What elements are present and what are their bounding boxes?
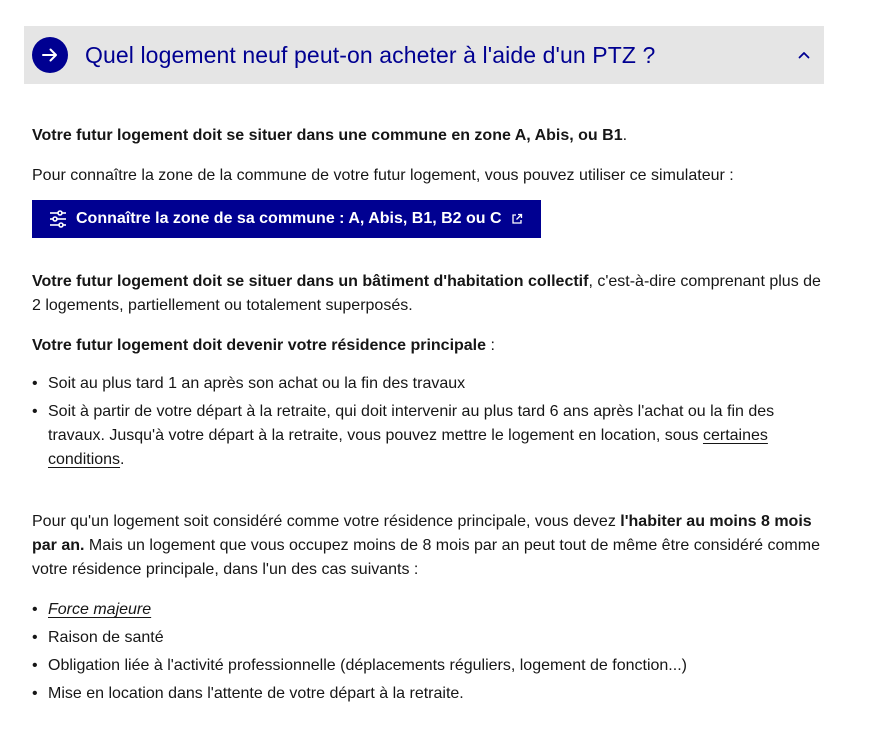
zone-simulator-button-label: Connaître la zone de sa commune : A, Abis, B1, B2 ou C xyxy=(76,210,502,227)
exceptions-list xyxy=(32,598,822,706)
simulator-intro: Pour connaître la zone de la commune de votre futur logement, vous pouvez utiliser ce simulateur : xyxy=(32,167,734,184)
external-link-icon xyxy=(511,213,523,225)
list-item xyxy=(48,400,822,472)
list-item: • Mise en location dans l'attente de votre départ à la retraite. xyxy=(48,682,822,706)
settings-sliders-icon xyxy=(48,209,68,229)
zone-requirement: Votre futur logement doit se situer dans une commune en zone A, Abis, ou B1 xyxy=(32,127,623,144)
list-item: • Obligation liée à l'activité professionnelle (déplacements réguliers, logement de fonction...) xyxy=(48,654,822,678)
list-item-text: Soit à partir de votre départ à la retraite, qui doit intervenir au plus tard 6 ans après l'achat ou la fin des travaux. Jusqu'à votre départ à la retraite, vous pouvez mettre le logement en location, sous xyxy=(48,403,775,444)
residence-timing-list xyxy=(32,372,822,472)
residence-requirement-end: : xyxy=(486,337,495,354)
zone-requirement-end: . xyxy=(622,127,628,144)
list-item: • Raison de santé xyxy=(48,626,822,650)
accordion-content xyxy=(32,124,822,710)
arrow-right-icon xyxy=(32,37,68,73)
residence-requirement: Votre futur logement doit devenir votre résidence principale xyxy=(32,337,487,354)
building-requirement-end: , c'est-à-dire comprenant plus de 2 logements, partiellement ou totalement superposés. xyxy=(32,273,821,314)
accordion-title: Quel logement neuf peut-on acheter à l'aide d'un PTZ ? xyxy=(85,41,656,68)
residence-paragraph xyxy=(32,334,822,358)
force-majeure-link[interactable]: Force majeure xyxy=(48,601,152,618)
principal-residence-paragraph xyxy=(32,510,822,582)
certaines-conditions-link[interactable]: certaines conditions xyxy=(48,427,768,468)
list-item xyxy=(48,598,822,622)
eight-months-requirement: l'habiter au moins 8 mois par an. xyxy=(32,513,812,554)
building-paragraph xyxy=(32,270,822,318)
list-item: • Soit au plus tard 1 an après son achat ou la fin des travaux xyxy=(48,372,822,396)
chevron-up-icon[interactable] xyxy=(794,45,814,65)
zone-simulator-button[interactable] xyxy=(32,200,541,238)
zone-paragraph xyxy=(32,124,822,148)
principal-residence-rest: Mais un logement que vous occupez moins de 8 mois par an peut tout de même être considéré comme votre résidence principale, dans l'un des cas suivants : xyxy=(32,537,820,578)
list-item-end: . xyxy=(120,451,125,468)
accordion-header[interactable] xyxy=(24,26,824,84)
principal-residence-text: Pour qu'un logement soit considéré comme votre résidence principale, vous devez xyxy=(32,513,621,530)
building-requirement: Votre futur logement doit se situer dans un bâtiment d'habitation collectif xyxy=(32,273,589,290)
